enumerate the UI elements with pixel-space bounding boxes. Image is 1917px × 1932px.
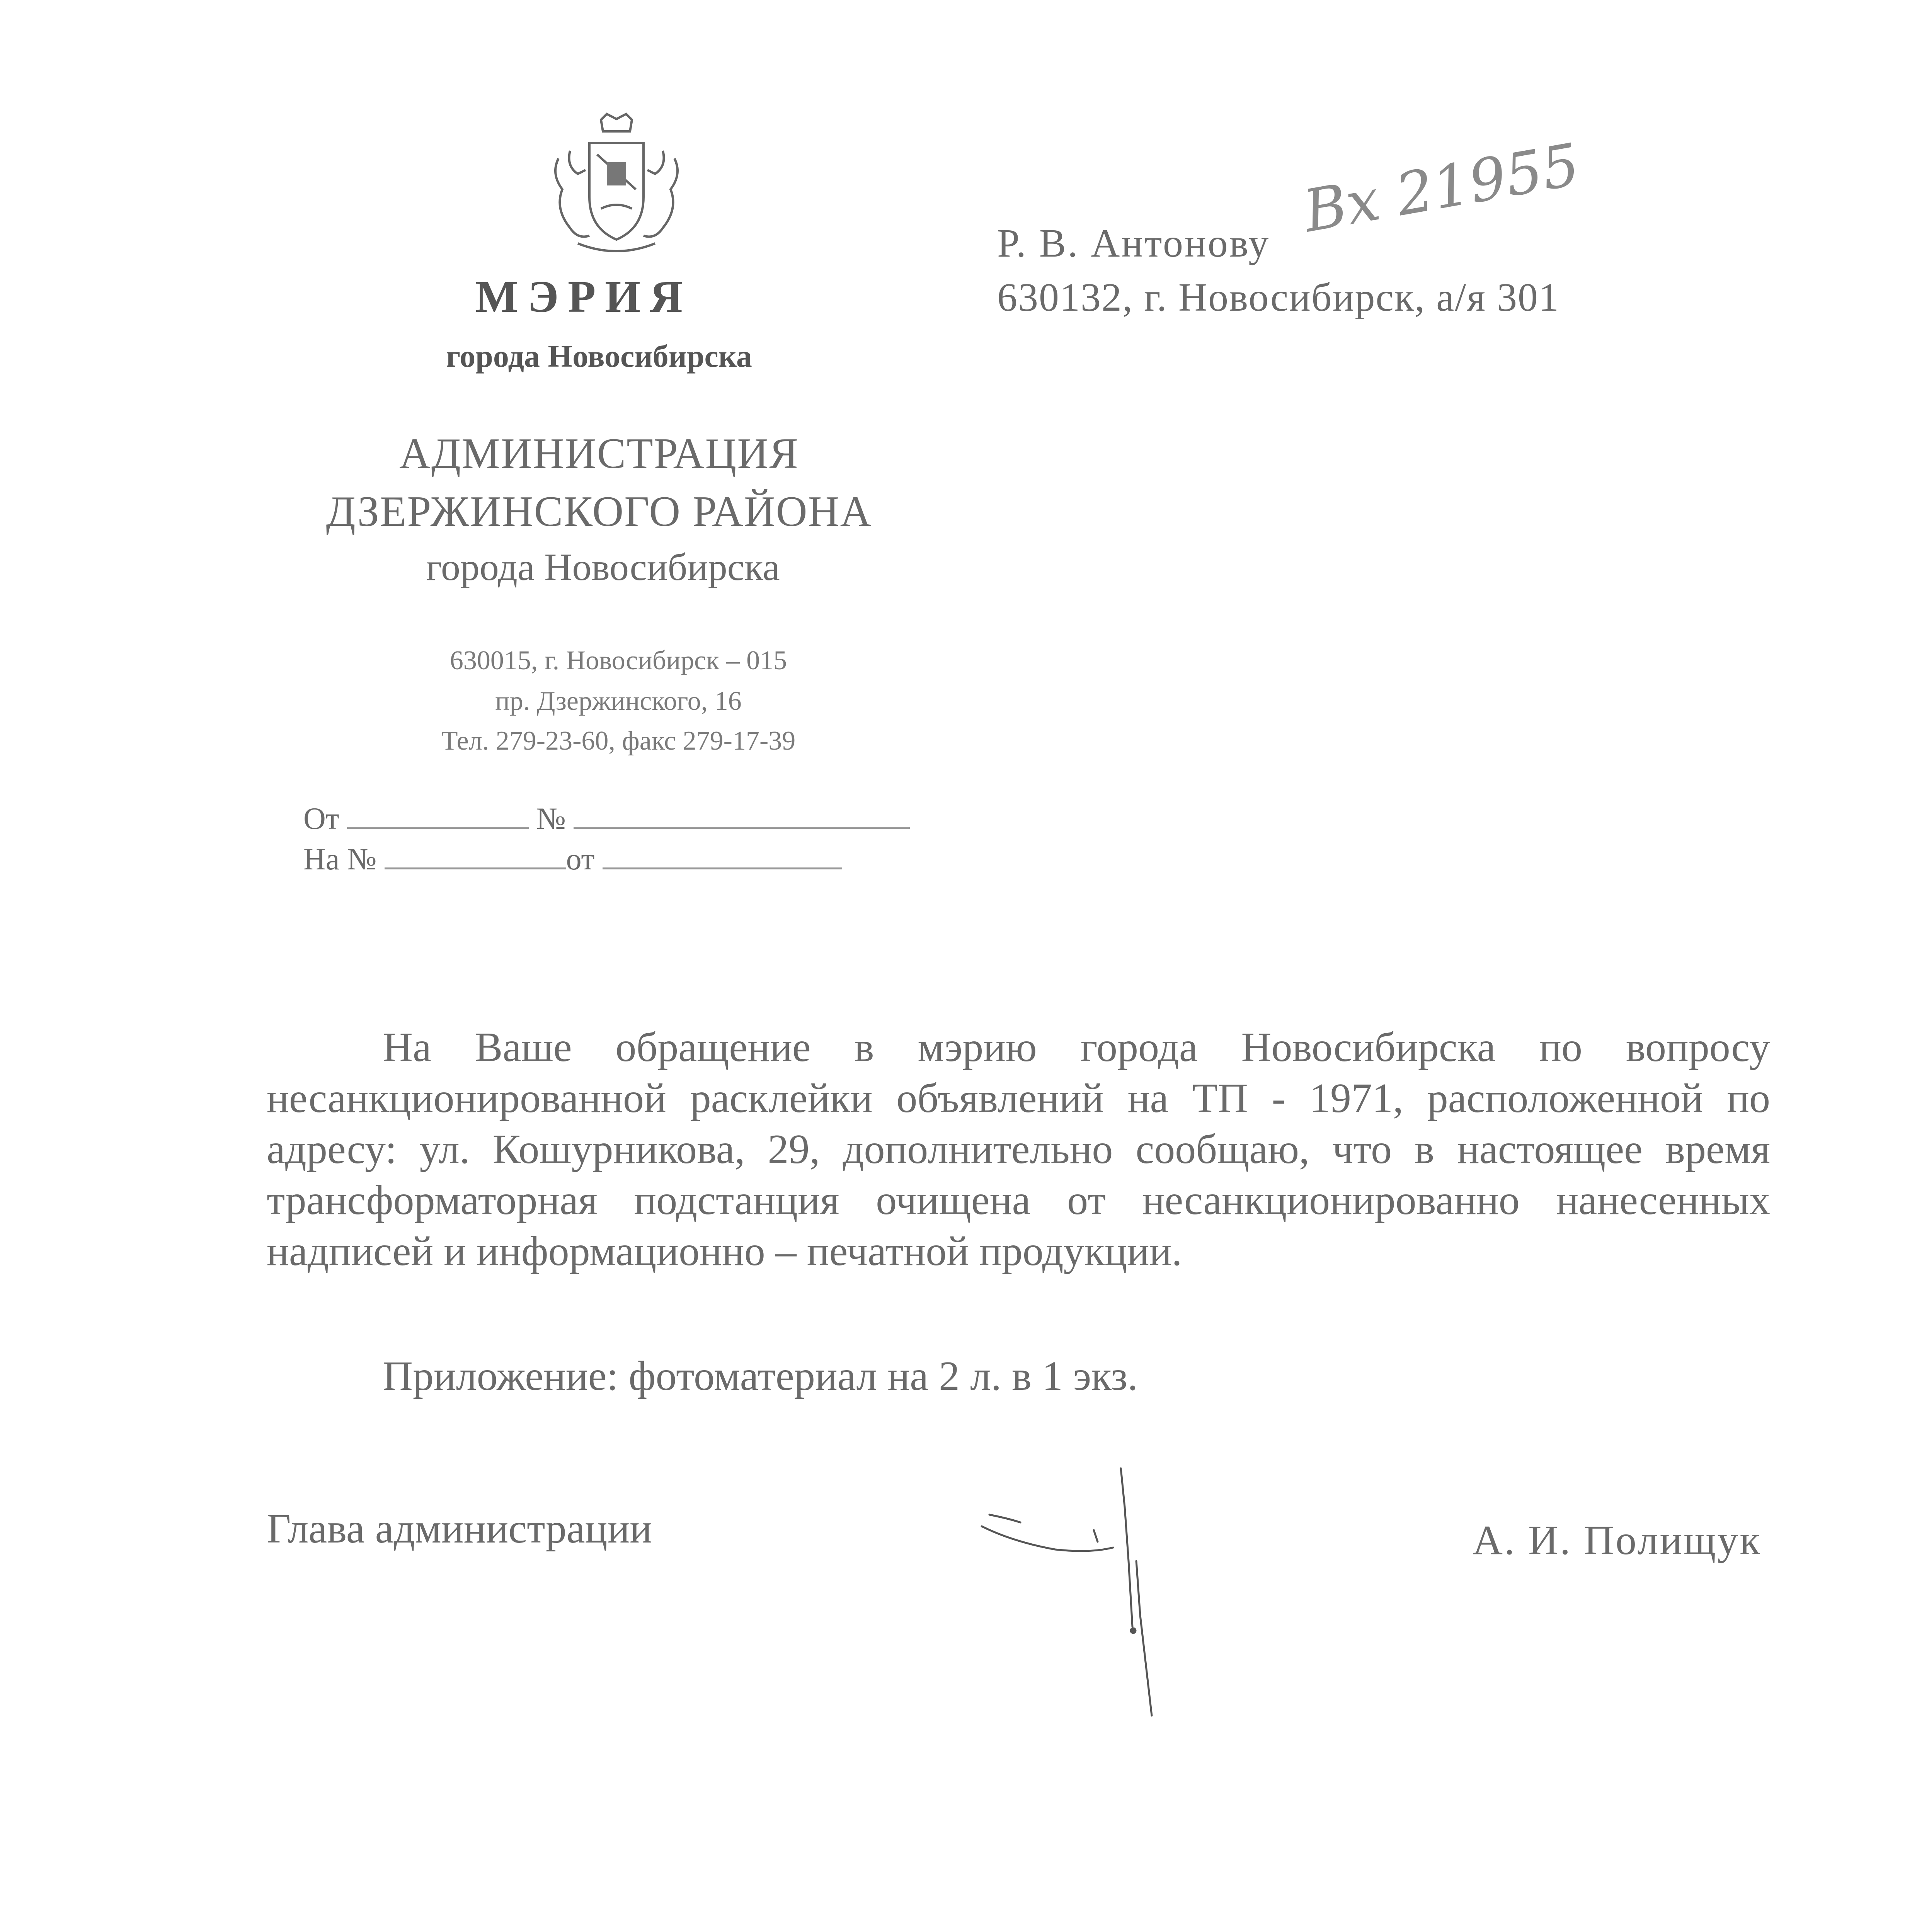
admin-title-line3: города Новосибирска <box>426 546 780 588</box>
coat-of-arms-icon <box>543 112 690 267</box>
reference-date-label: от <box>566 842 595 876</box>
letter-body: На Ваше обращение в мэрию города Новосибирска по вопросу несанкционированной расклейки объявлений на ТП - 1971, расположенной по адресу: ул. Кошурникова, 29, дополнительно сообщаю, что в настоящее время трансформаторная подстанция очищена от несанкционированно нанесенных надписей и информационно – печатной продукции. <box>267 1024 1770 1274</box>
reference-line <box>303 840 842 877</box>
contact-line: Тел. 279-23-60, факс 279-17-39 <box>441 726 796 756</box>
outgoing-number-label: № <box>536 802 566 836</box>
signatory-name: А. И. Полищук <box>1473 1517 1762 1563</box>
mayor-city: города Новосибирска <box>446 338 752 374</box>
signatory-role: Глава администрации <box>267 1506 652 1552</box>
address-line: 630015, г. Новосибирск – 015 <box>449 646 787 675</box>
recipient-name: Р. В. Антонову <box>997 221 1270 265</box>
registration-line <box>303 800 910 837</box>
address-line: пр. Дзержинского, 16 <box>495 686 742 716</box>
recipient-address: 630132, г. Новосибирск, а/я 301 <box>997 275 1559 320</box>
reference-number-label: На № <box>303 842 377 876</box>
incoming-number-handwritten: Вх 21955 <box>1299 131 1585 246</box>
from-date-label: От <box>303 802 339 836</box>
outgoing-number-field <box>574 800 910 829</box>
mayor-title: МЭРИЯ <box>475 271 692 322</box>
from-date-field <box>347 800 529 829</box>
reference-number-field <box>385 840 566 869</box>
handwritten-signature <box>966 1461 1237 1731</box>
admin-title-line2: ДЗЕРЖИНСКОГО РАЙОНА <box>326 488 872 536</box>
admin-title-line1: АДМИНИСТРАЦИЯ <box>399 430 799 478</box>
reference-date-field <box>603 840 842 869</box>
attachment-note: Приложение: фотоматериал на 2 л. в 1 экз. <box>383 1353 1138 1399</box>
